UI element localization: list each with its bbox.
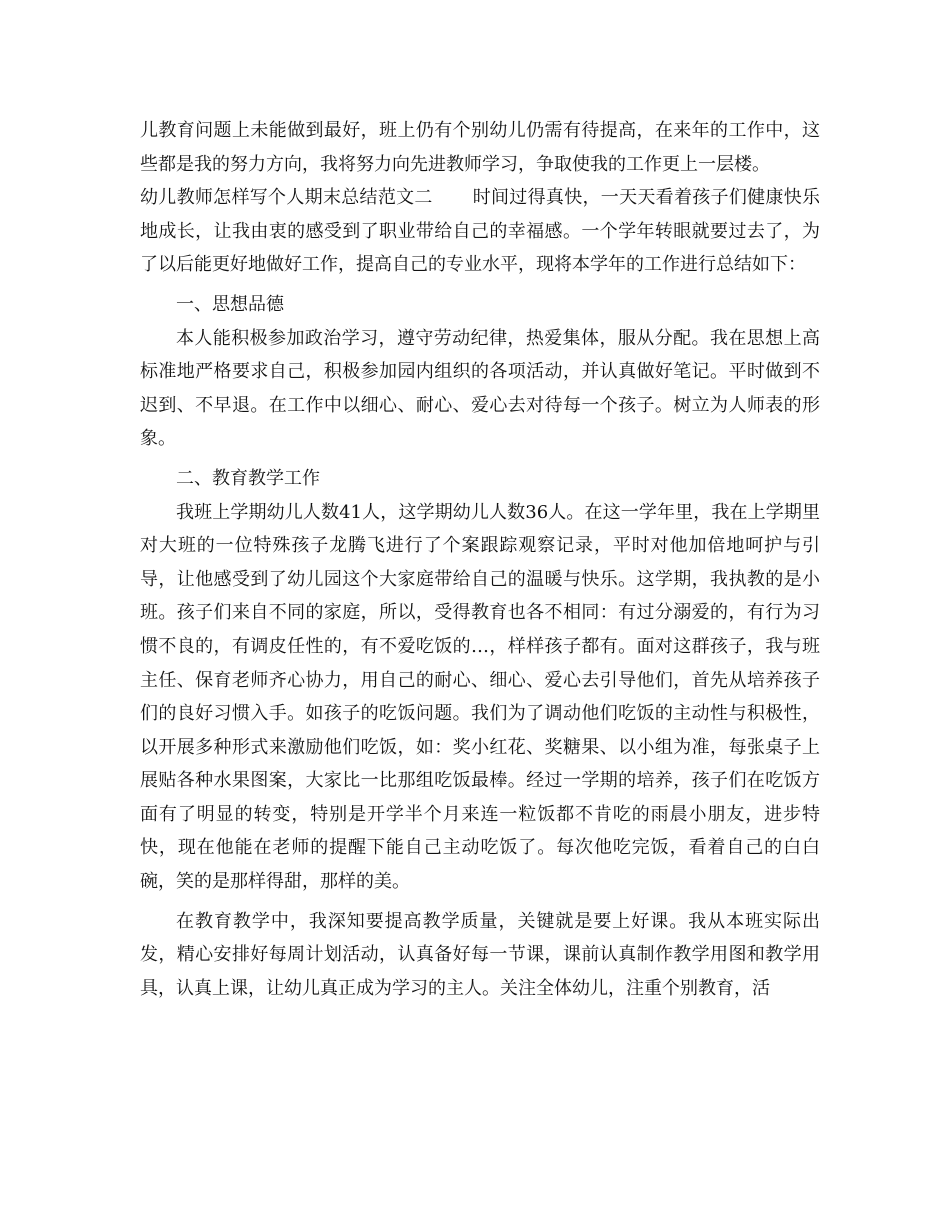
section-heading-ethics: 一、思想品德 (176, 293, 284, 315)
section-heading-teaching: 二、教育教学工作 (176, 467, 320, 489)
title-opening-paragraph (140, 181, 820, 282)
opening-paragraph: 时间过得真快，一天天看着孩子们健康快乐地成长，让我由衷的感受到了职业带给自己的幸福感。一个学年转眼就要过去了，为了以后能更好地做好工作，提高自己的专业水平，现将本学年的工作进行总结如下： (140, 187, 821, 276)
essay-title: 幼儿教师怎样写个人期末总结范文二 (140, 187, 433, 209)
section-paragraph-ethics: 本人能积极参加政治学习，遵守劳动纪律，热爱集体，服从分配。我在思想上高标准地严格要求自己，积极参加园内组织的各项活动，并认真做好笔记。平时做到不迟到、不早退。在工作中以细心、耐心、爱心去对待每一个孩子。树立为人师表的形象。 (140, 327, 820, 450)
section-paragraph-teaching-1: 我班上学期幼儿人数41人，这学期幼儿人数36人。在这一学年里，我在上学期里对大班的一位特殊孩子龙腾飞进行了个案跟踪观察记录，平时对他加倍地呵护与引导，让他感受到了幼儿园这个大家庭带给自己的温暖与快乐。这学期，我执教的是小班。孩子们来自不同的家庭，所以，受得教育也各不相同：有过分溺爱的，有行为习惯不良的，有调皮任性的，有不爱吃饭的…，样样孩子都有。面对这群孩子，我与班主任、保育老师齐心协力，用自己的耐心、细心、爱心去引导他们，首先从培养孩子们的良好习惯入手。如孩子的吃饭问题。我们为了调动他们吃饭的主动性与积极性，以开展多种形式来激励他们吃饭，如：奖小红花、奖糖果、以小组为准，每张桌子上展贴各种水果图案，大家比一比那组吃饭最棒。经过一学期的培养，孩子们在吃饭方面有了明显的转变，特别是开学半个月来连一粒饭都不肯吃的雨晨小朋友，进步特快，现在他能在老师的提醒下能自己主动吃饭了。每次他吃完饭，看着自己的白白碗，笑的是那样得甜，那样的美。 (140, 501, 820, 893)
intro-paragraph: 儿教育问题上未能做到最好，班上仍有个别幼儿仍需有待提高，在来年的工作中，这些都是我的努力方向，我将努力向先进教师学习，争取使我的工作更上一层楼。 (140, 120, 820, 175)
document-body (140, 114, 820, 1005)
section-paragraph-teaching-2: 在教育教学中，我深知要提高教学质量，关键就是要上好课。我从本班实际出发，精心安排好每周计划活动，认真备好每一节课，课前认真制作教学用图和教学用具，认真上课，让幼儿真正成为学习的主人。关注全体幼儿，注重个别教育，活 (140, 910, 820, 999)
